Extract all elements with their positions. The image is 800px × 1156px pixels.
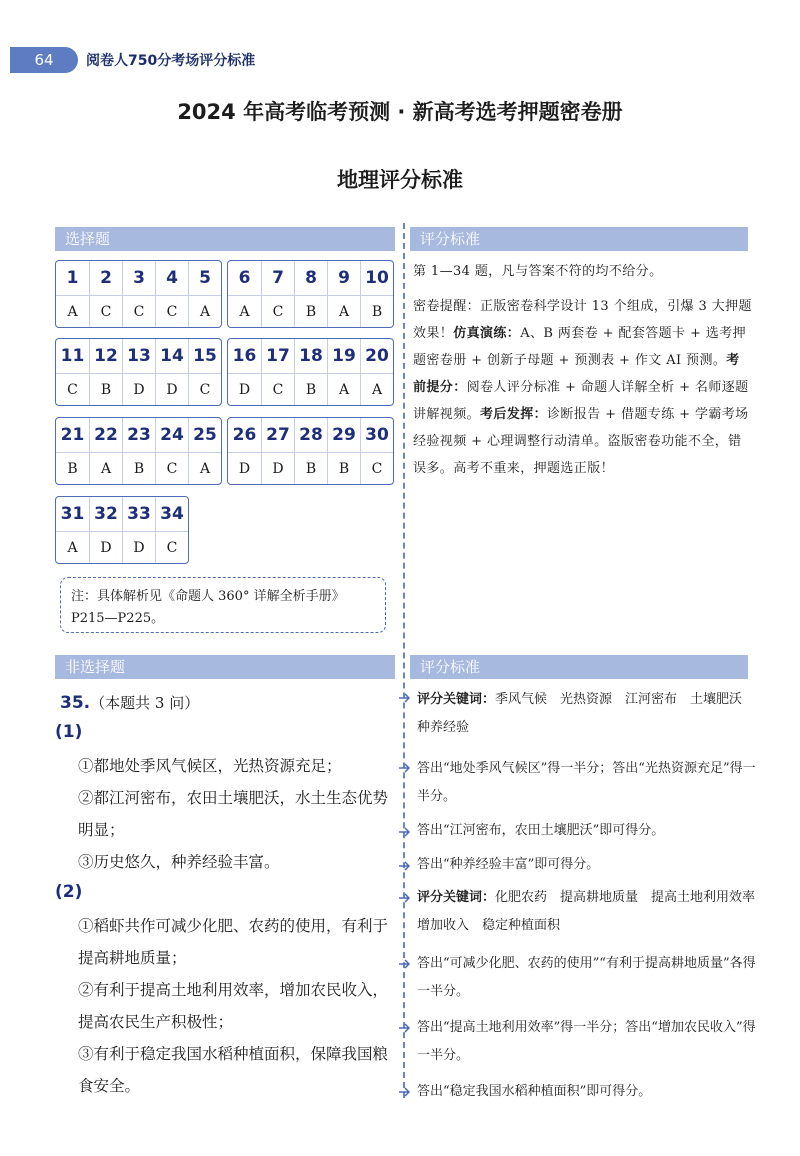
answer-line: ③有利于稳定我国水稻种植面积，保障我国粮食安全。	[78, 1045, 389, 1095]
arrow-icon	[398, 1022, 412, 1034]
answer-grid	[227, 260, 394, 328]
question-number-cell: 16	[232, 346, 257, 366]
answer-cell: C	[155, 453, 188, 484]
question-number-cell: 19	[327, 339, 360, 373]
question-number-cell: 31	[60, 504, 85, 524]
section-header-choice: 选择题	[55, 227, 395, 251]
scoring-rule: 第 1—34 题，凡与答案不符的均不给分。	[413, 264, 663, 279]
answer-cell: D	[261, 453, 294, 484]
part-2-answer	[78, 910, 396, 1102]
answer-grid	[55, 260, 222, 328]
arrow-icon	[398, 762, 412, 774]
question-number-cell: 33	[122, 497, 155, 531]
question-number-cell: 9	[327, 261, 360, 295]
section-header-nonchoice: 非选择题	[55, 655, 395, 679]
answer-cell: B	[294, 374, 327, 405]
score-rule-5: 答出“提高土地利用效率”得一半分；答出“增加农民收入”得一半分。	[417, 1020, 756, 1063]
question-number-cell: 20	[360, 339, 393, 373]
answer-cell: D	[238, 381, 251, 398]
question-number-cell: 27	[261, 418, 294, 452]
answer-cell: B	[327, 453, 360, 484]
subject-title: 地理评分标准	[337, 168, 463, 192]
book-title: 阅卷人750分考场评分标准	[86, 53, 256, 69]
page-number: 64	[10, 47, 78, 73]
question-number-cell: 4	[155, 261, 188, 295]
keywords-2	[417, 884, 769, 940]
question-number-cell: 1	[66, 268, 79, 288]
question-number-cell: 14	[155, 339, 188, 373]
answer-cell: B	[294, 453, 327, 484]
answer-cell: C	[122, 296, 155, 327]
page-header	[10, 46, 255, 74]
score-rule-1: 答出“地处季风气候区”得一半分；答出“光热资源充足”得一半分。	[417, 761, 756, 804]
answer-cell: B	[89, 374, 122, 405]
answer-line: ①都地处季风气候区，光热资源充足；	[78, 757, 342, 775]
question-number-cell: 29	[327, 418, 360, 452]
question-number-cell: 8	[294, 261, 327, 295]
answer-cell: C	[89, 296, 122, 327]
question-number-cell: 26	[232, 425, 257, 445]
answer-cell: C	[261, 296, 294, 327]
exam-label: 考后发挥：	[480, 407, 548, 422]
arrow-icon	[398, 826, 412, 838]
arrow-icon	[398, 1086, 412, 1098]
answer-cell: D	[122, 532, 155, 563]
answer-cell: D	[155, 374, 188, 405]
question-number-cell: 30	[360, 418, 393, 452]
answer-grid	[55, 417, 222, 485]
question-number-cell: 22	[89, 418, 122, 452]
pre-text: 阅卷人评分标准 + 命题人详解全析 + 名师逐题讲解视频。	[413, 380, 749, 422]
score-rule-4: 答出“可减少化肥、农药的使用”“有利于提高耕地质量”各得一半分。	[417, 956, 756, 999]
answer-cell: C	[155, 296, 188, 327]
part-1-answer	[78, 750, 396, 878]
arrow-icon	[398, 892, 412, 904]
answer-cell: A	[360, 374, 393, 405]
answer-cell: A	[327, 296, 360, 327]
answer-cell: D	[238, 460, 251, 477]
score-rule-3: 答出“种养经验丰富”即可得分。	[417, 857, 600, 872]
note-line-2: P215—P225。	[71, 611, 165, 626]
pre-label: 考前提分：	[413, 353, 740, 395]
reminder-block	[413, 293, 753, 482]
answer-line: ①稻虾共作可减少化肥、农药的使用，有利于提高耕地质量；	[78, 917, 389, 967]
part-1-label: (1)	[55, 722, 83, 742]
arrow-icon	[398, 860, 412, 872]
answer-line: ②都江河密布，农田土壤肥沃，水土生态优势明显；	[78, 789, 389, 839]
question-number-cell: 25	[188, 418, 221, 452]
arrow-icon	[398, 692, 412, 704]
question-number-cell: 10	[360, 261, 393, 295]
keywords-1	[417, 686, 757, 742]
answer-cell: B	[122, 453, 155, 484]
answer-grid	[227, 338, 394, 406]
question-number-cell: 34	[155, 497, 188, 531]
answer-line: ③历史悠久，种养经验丰富。	[78, 853, 280, 871]
reference-note	[60, 577, 386, 633]
question-number: 35.	[60, 693, 91, 713]
answer-cell: B	[294, 296, 327, 327]
reminder-prefix: 密卷提醒：正版密卷科学设计 13 个组成，引爆 3 大押题效果！	[413, 299, 752, 341]
answer-grid	[227, 417, 394, 485]
section-header-scoring: 评分标准	[410, 227, 748, 251]
question-number-cell: 7	[261, 261, 294, 295]
question-number-cell: 32	[89, 497, 122, 531]
section-header-scoring-2: 评分标准	[410, 655, 748, 679]
answer-cell: A	[89, 453, 122, 484]
sim-label: 仿真演练：	[453, 326, 521, 341]
answer-cell: C	[261, 374, 294, 405]
answer-cell: B	[67, 460, 78, 477]
answer-cell: D	[122, 374, 155, 405]
question-number-cell: 13	[122, 339, 155, 373]
answer-grid	[55, 496, 189, 564]
question-number-cell: 5	[188, 261, 221, 295]
answer-cell: A	[67, 539, 78, 556]
answer-cell: C	[155, 532, 188, 563]
answer-cell: B	[360, 296, 393, 327]
answer-line: ②有利于提高土地利用效率，增加农民收入，提高农民生产积极性；	[78, 981, 389, 1031]
keywords-text: 季风气候 光热资源 江河密布 土壤肥沃 种养经验	[417, 692, 756, 735]
answer-cell: A	[327, 374, 360, 405]
answer-cell: A	[67, 303, 78, 320]
question-number-cell: 2	[89, 261, 122, 295]
answer-cell: A	[188, 296, 221, 327]
keywords-label: 评分关键词：	[417, 692, 496, 707]
answer-cell: D	[89, 532, 122, 563]
question-number-cell: 12	[89, 339, 122, 373]
question-number-cell: 21	[60, 425, 85, 445]
answer-cell: A	[239, 303, 250, 320]
score-rule-2: 答出“江河密布，农田土壤肥沃”即可得分。	[417, 823, 665, 838]
keywords-label: 评分关键词：	[417, 890, 496, 905]
answer-cell: A	[188, 453, 221, 484]
part-2-label: (2)	[55, 882, 83, 902]
answer-cell: C	[360, 453, 393, 484]
note-line-1: 注：具体解析见《命题人 360° 详解全析手册》	[71, 589, 345, 604]
question-number-cell: 18	[294, 339, 327, 373]
question-number-cell: 6	[238, 268, 251, 288]
sim-text: A、B 两套卷 + 配套答题卡 + 选考押题密卷册 + 创新子母题 + 预测表 + 作文 AI 预测。	[413, 326, 747, 368]
question-number-cell: 17	[261, 339, 294, 373]
question-number-cell: 23	[122, 418, 155, 452]
question-number-cell: 11	[60, 346, 85, 366]
question-35-heading	[60, 692, 199, 713]
main-title: 2024 年高考临考预测 · 新高考选考押题密卷册	[177, 100, 623, 124]
question-number-cell: 3	[122, 261, 155, 295]
answer-cell: C	[67, 381, 78, 398]
question-number-cell: 28	[294, 418, 327, 452]
keywords-text: 化肥农药 提高耕地质量 提高土地利用效率 增加收入 稳定种植面积	[417, 890, 769, 933]
answer-grid	[55, 338, 222, 406]
answer-cell: C	[188, 374, 221, 405]
exam-text: 诊断报告 + 借题专练 + 学霸考场经验视频 + 心理调整行动清单。盗版密卷功能不全，错误多。高考不重来，押题选正版！	[413, 407, 749, 476]
question-number-cell: 24	[155, 418, 188, 452]
question-number-cell: 15	[188, 339, 221, 373]
question-desc: （本题共 3 问）	[90, 694, 200, 712]
arrow-icon	[398, 958, 412, 970]
score-rule-6: 答出“稳定我国水稻种植面积”即可得分。	[417, 1084, 652, 1099]
